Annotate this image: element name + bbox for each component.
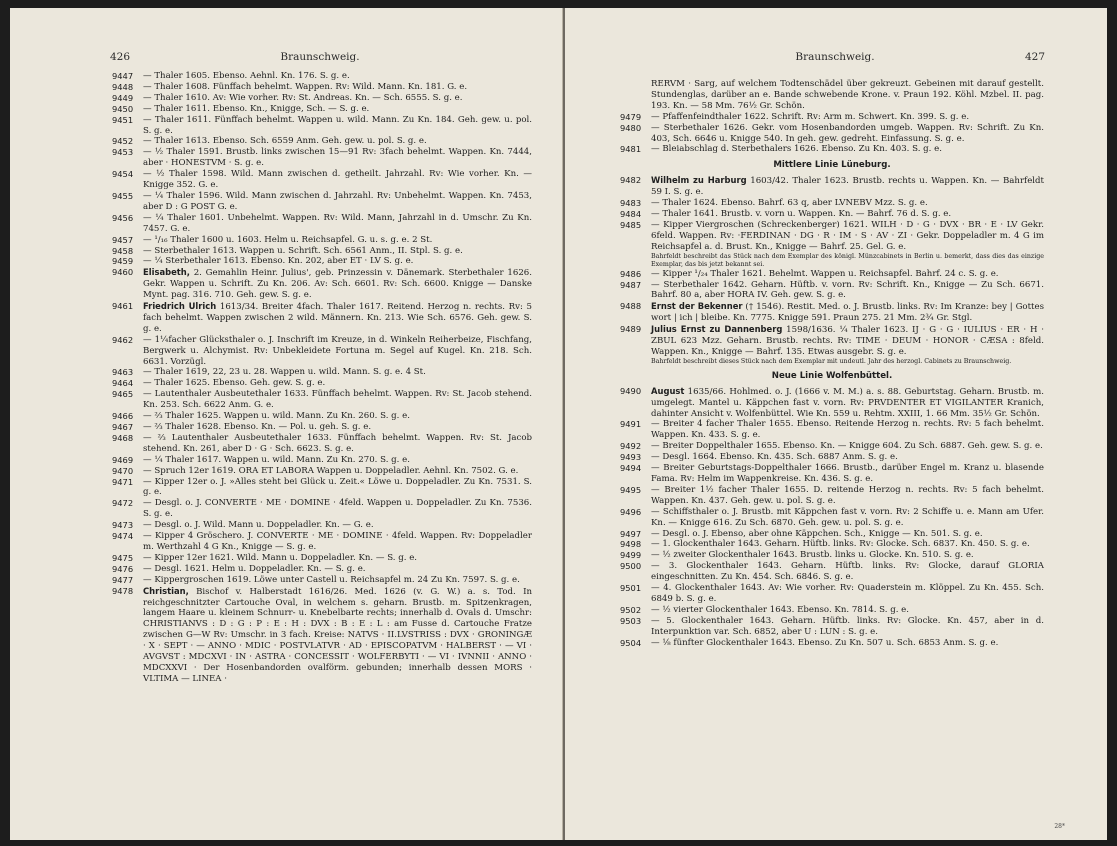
entry-description: — ¼ Sterbethaler 1613. Ebenso. Kn. 202, aber ET · LV S. g. e.	[143, 256, 414, 267]
entry-text	[651, 485, 1044, 507]
entry-number: 9462	[112, 334, 134, 345]
page-number: 426	[110, 51, 131, 63]
entry-text	[143, 575, 532, 586]
entry-number: 9483	[620, 198, 642, 209]
entry-text	[143, 466, 532, 477]
catalog-entry	[620, 123, 1044, 145]
entry-text	[143, 169, 532, 191]
entry-description: — Kippergroschen 1619. Löwe unter Castell u. Reichsapfel m. 24 Zu Kn. 7597. S. g. e.	[143, 574, 520, 585]
entry-description: — 1¼facher Glücksthaler o. J. Inschrift im Kreuze, in d. Winkeln Reiherbeize, Fischfang, Bergwerk u. Alchymist. Rv: Unbekleidete Fortuna m. Segel auf Kugel. Kn. 218. Sch. 6631. Vorzügl.	[143, 334, 532, 367]
entry-description: 1635/66. Hohlmed. o. J. (1666 v. M. M.) a. s. 88. Geburtstag. Geharn. Brustb. m. umgelegt. Mantel u. Käppchen fast v. vorn. Rv: PRVDENTER ET VIGILANTER Kranich, dahinter Ansicht v. Wolfenbüttel. Wie Kn. 559 u. Rehtm. XXIII, 1. 66 Mm. 35½ Gr. Schön.	[651, 386, 1044, 419]
section-heading: Mittlere Linie Lüneburg.	[773, 160, 891, 171]
entry-text	[143, 267, 532, 301]
entry-text	[143, 586, 532, 685]
catalog-entry	[620, 198, 1044, 209]
entry-description: — Thaler 1619, 22, 23 u. 28. Wappen u. wild. Mann. S. g. e. 4 St.	[143, 367, 426, 378]
entry-number: 9452	[112, 136, 134, 147]
entry-number: 9448	[112, 81, 134, 92]
catalog-entry	[620, 419, 1044, 441]
running-head: Braunschweig.	[280, 51, 360, 63]
catalog-entry	[620, 324, 1044, 366]
entry-number: 9464	[112, 378, 134, 389]
entry-number: 9465	[112, 389, 134, 400]
catalog-entry	[620, 175, 1044, 198]
catalog-entry	[620, 561, 1044, 583]
entry-description: — 5. Glockenthaler 1643. Geharn. Hüftb. links. Rv: Glocke. Kn. 457, aber in d. Interpunktion var. Sch. 6852, aber U : LUN : S. g. e.	[651, 615, 1044, 637]
catalog-entry	[112, 93, 532, 104]
entry-number: 9487	[620, 279, 642, 290]
entry-description: — Desgl. o. J. CONVERTE · ME · DOMINE · 4feld. Wappen u. Doppeladler. Zu Kn. 7536. S. g. e.	[143, 498, 532, 520]
catalog-entry	[620, 485, 1044, 507]
entry-text	[143, 246, 532, 257]
catalog-entry	[112, 191, 532, 213]
entry-description: 2. Gemahlin Heinr. Julius', geb. Prinzessin v. Dänemark. Sterbethaler 1626. Gekr. Wappen u. Schrift. Zu Kn. 206. Av: Sch. 6601. Rv: Sch. 6600. Knigge — Danske Mynt. pag. 316. 710. Geh. gew. S. g. e.	[143, 268, 532, 301]
entry-number: 9469	[112, 454, 134, 465]
entry-text	[143, 389, 532, 411]
catalog-entry	[620, 452, 1044, 463]
entry-description: — Thaler 1611. Fünffach behelmt. Wappen u. wild. Mann. Zu Kn. 184. Geh. gew. u. pol. S. g. e.	[143, 114, 532, 136]
entry-number: 9497	[620, 528, 642, 539]
entry-description: — Breiter 1½ facher Thaler 1655. D. reitende Herzog n. rechts. Rv: 5 fach behelmt. Wappen. Kn. 437. Geh. gew. u. pol. S. g. e.	[651, 484, 1044, 506]
entry-description: — Bleiabschlag d. Sterbethalers 1626. Ebenso. Zu Kn. 403. S. g. e.	[651, 144, 942, 155]
catalog-entry	[112, 575, 532, 586]
entry-description: — ¼ Thaler 1601. Unbehelmt. Wappen. Rv: Wild. Mann, Jahrzahl in d. Umschr. Zu Kn. 7457. G. e.	[143, 212, 532, 234]
entry-number: 9474	[112, 531, 134, 542]
catalog-entry	[112, 267, 532, 301]
entry-number: 9458	[112, 245, 134, 256]
entry-footnote: Bahrfeldt beschreibt das Stück nach dem Exemplar des königl. Münzcabinets in Berlin u. bemerkt, dass dies das einzige Exemplar, das bis jetzt bekannt sei.	[651, 252, 1044, 268]
entry-text	[143, 213, 532, 235]
entry-text	[143, 520, 532, 531]
entry-number: 9459	[112, 256, 134, 267]
entry-text	[651, 175, 1044, 198]
entry-number: 9479	[620, 111, 642, 122]
entry-description: — Thaler 1610. Av: Wie vorher. Rv: St. Andreas. Kn. — Sch. 6555. S. g. e.	[143, 92, 463, 103]
entry-text	[143, 136, 532, 147]
entry-text	[651, 507, 1044, 529]
entry-description: — Kipper Viergroschen (Schreckenberger) 1621. WILH · D · G · DVX · BR · E · LV Gekr. 6feld. Wappen. Rv: ·FERDINAN · DG · R · IM · S · AV · ZI · Gekr. Doppeladler m. 4 G im Reichsapfel a. d. Brust. Kn., Knigge — Bahrf. 25. Gel. G. e.	[651, 219, 1044, 252]
entry-description: — ½ zweiter Glockenthaler 1643. Brustb. links u. Glocke. Kn. 510. S. g. e.	[651, 550, 974, 561]
entry-number: 9455	[112, 190, 134, 201]
catalog-entry	[112, 104, 532, 115]
ruler-name: Christian,	[143, 585, 189, 596]
entry-group	[620, 386, 1044, 649]
right-entry-list	[620, 79, 1044, 649]
entry-text	[651, 386, 1044, 420]
catalog-entry	[112, 378, 532, 389]
entry-text	[651, 583, 1044, 605]
catalog-entry	[112, 335, 532, 368]
catalog-entry	[112, 71, 532, 82]
entry-text	[143, 235, 532, 246]
book-spread	[10, 8, 1107, 840]
catalog-entry	[112, 82, 532, 93]
page-number: 427	[1024, 51, 1045, 63]
catalog-entry	[620, 112, 1044, 123]
catalog-entry	[620, 583, 1044, 605]
entry-description: — Thaler 1608. Fünffach behelmt. Wappen. Rv: Wild. Mann. Kn. 181. G. e.	[143, 81, 468, 92]
catalog-entry	[112, 553, 532, 564]
entry-description: — ⅛ fünfter Glockenthaler 1643. Ebenso. Zu Kn. 507 u. Sch. 6853 Anm. S. g. e.	[651, 637, 999, 648]
entry-number: 9485	[620, 219, 642, 230]
entry-description: — Lautenthaler Ausbeutethaler 1633. Fünffach behelmt. Wappen. Rv: St. Jacob stehend. Kn. 253. Sch. 6622 Anm. G. e.	[143, 389, 532, 411]
entry-description: — Desgl. 1664. Ebenso. Kn. 435. Sch. 6887 Anm. S. g. e.	[651, 452, 898, 463]
entry-number: 9494	[620, 463, 642, 474]
entry-group	[620, 112, 1044, 156]
entry-text	[651, 209, 1044, 220]
catalog-entry	[620, 386, 1044, 420]
ruler-name: August	[651, 385, 685, 396]
catalog-entry	[620, 441, 1044, 452]
catalog-entry	[112, 466, 532, 477]
entry-description: — Thaler 1605. Ebenso. Aehnl. Kn. 176. S. g. e.	[143, 71, 350, 81]
entry-number: 9501	[620, 583, 642, 594]
catalog-entry	[112, 367, 532, 378]
entry-number: 9457	[112, 234, 134, 245]
entry-text	[143, 301, 532, 335]
entry-number: 9490	[620, 385, 642, 396]
entry-text	[143, 367, 532, 378]
catalog-entry	[112, 531, 532, 553]
entry-description: — ½ Thaler 1598. Wild. Mann zwischen d. getheilt. Jahrzahl. Rv: Wie vorher. Kn. — Knigge 352. G. e.	[143, 169, 532, 191]
entry-description: — ½ Thaler 1591. Brustb. links zwischen 15—91 Rv: 3fach behelmt. Wappen. Kn. 7444, aber · HONESTVM · S. g. e.	[143, 147, 532, 169]
entry-text	[651, 638, 1044, 649]
entry-number: 9456	[112, 212, 134, 223]
entry-description: — 3. Glockenthaler 1643. Geharn. Hüftb. links. Rv: Glocke, darauf GLORIA eingeschnitten. Zu Kn. 454. Sch. 6846. S. g. e.	[651, 561, 1044, 583]
entry-text	[651, 324, 1044, 366]
entry-description: — Kipper 4 Gröschero. J. CONVERTE · ME · DOMINE · 4feld. Wappen. Rv: Doppeladler m. Werthzahl 4 G Kn., Knigge — S. g. e.	[143, 531, 532, 552]
catalog-entry	[620, 144, 1044, 155]
entry-description: — Kipper 12er 1621. Wild. Mann u. Doppeladler. Kn. — S. g. e.	[143, 552, 418, 563]
entry-number: 9463	[112, 367, 134, 378]
catalog-entry	[620, 539, 1044, 550]
entry-description: — Thaler 1611. Ebenso. Kn., Knigge, Sch. — S. g. e.	[143, 103, 370, 114]
entry-number: 9466	[112, 411, 134, 422]
catalog-entry	[112, 246, 532, 257]
entry-number: 9454	[112, 169, 134, 180]
entry-footnote: Bahrfeldt beschreibt dieses Stück nach dem Exemplar mit undeutl. Jahr des herzogl. Cabinets zu Braunschweig.	[651, 357, 1012, 365]
entry-text	[651, 269, 1044, 280]
entry-number: 9477	[112, 574, 134, 585]
catalog-entry	[620, 638, 1044, 649]
entry-description: — Sterbethaler 1642. Geharn. Hüftb. v. vorn. Rv: Schrift. Kn., Knigge — Zu Sch. 6671. Bahrf. 80 a, aber HORA IV. Geh. gew. S. g. e.	[651, 279, 1044, 301]
entry-description: — Desgl. 1621. Helm u. Doppeladler. Kn. — S. g. e.	[143, 563, 366, 574]
catalog-entry	[620, 605, 1044, 616]
entry-description: — ¼ Thaler 1596. Wild. Mann zwischen d. Jahrzahl. Rv: Unbehelmt. Wappen. Kn. 7453, aber D : G POST G. e.	[143, 190, 532, 212]
entry-number: 9468	[112, 432, 134, 443]
entry-text	[651, 198, 1044, 209]
entry-number: 9496	[620, 506, 642, 517]
entry-number: 9476	[112, 563, 134, 574]
entry-text	[143, 335, 532, 368]
entry-text	[143, 411, 532, 422]
catalog-entry	[620, 550, 1044, 561]
entry-number: 9484	[620, 208, 642, 219]
entry-description: — Desgl. o. J. Wild. Mann u. Doppeladler. Kn. — G. e.	[143, 520, 374, 531]
catalog-entry	[620, 209, 1044, 220]
entry-text	[651, 419, 1044, 441]
entry-text	[143, 104, 532, 115]
catalog-entry	[620, 507, 1044, 529]
entry-description: 1603/42. Thaler 1623. Brustb. rechts u. Wappen. Kn. — Bahrfeldt 59 I. S. g. e.	[651, 176, 1045, 198]
entry-text	[651, 463, 1044, 485]
entry-text	[651, 123, 1044, 145]
entry-description: — Spruch 12er 1619. ORA ET LABORA Wappen u. Doppeladler. Aehnl. Kn. 7502. G. e.	[143, 465, 519, 476]
entry-text	[651, 280, 1044, 302]
entry-number: 9499	[620, 550, 642, 561]
entry-description: — Sterbethaler 1613. Wappen u. Schrift. Sch. 6561 Anm., II. Stpl. S. g. e.	[143, 245, 463, 256]
catalog-entry	[620, 301, 1044, 324]
entry-text	[143, 378, 532, 389]
entry-description: — Breiter Geburtstags-Doppelthaler 1666. Brustb., darüber Engel m. Kranz u. blasende Fama. Rv: Helm im Wappenkreise. Kn. 436. S. g. e.	[651, 463, 1044, 484]
ruler-name: Elisabeth,	[143, 267, 190, 278]
ruler-name: Friedrich Ulrich	[143, 301, 217, 312]
entry-text	[143, 82, 532, 93]
entry-description: — Kipper 12er o. J. »Alles steht bei Glück u. Zeit.« Löwe u. Doppeladler. Zu Kn. 7531. S. g. e.	[143, 476, 532, 498]
catalog-entry	[112, 235, 532, 246]
entry-text	[651, 605, 1044, 616]
entry-text	[143, 256, 532, 267]
catalog-entry	[112, 455, 532, 466]
ruler-name: Julius Ernst zu Dannenberg	[651, 324, 783, 335]
catalog-entry	[112, 564, 532, 575]
entry-group	[620, 175, 1044, 366]
entry-text	[651, 144, 1044, 155]
entry-description: 1598/1636. ¼ Thaler 1623. IJ · G · G · IULIUS · ER · H · ZBUL 623 Mzz. Geharn. Brustb. rechts. Rv: TIME · DEUM · HONOR · CÆSA : 8feld. Wappen. Kn., Knigge — Bahrf. 135. Etwas ausgebr. S. g. e.	[651, 325, 1044, 357]
entry-number: 9449	[112, 92, 134, 103]
entry-text	[143, 498, 532, 520]
entry-description: — 1. Glockenthaler 1643. Geharn. Hüftb. links. Rv: Glocke. Sch. 6837. Kn. 450. S. g. e.	[651, 539, 1030, 550]
catalog-entry	[112, 520, 532, 531]
entry-text	[651, 561, 1044, 583]
entry-text	[651, 539, 1044, 550]
catalog-entry	[112, 256, 532, 267]
entry-description: — Schiffsthaler o. J. Brustb. mit Käppchen fast v. vorn. Rv: 2 Schiffe u. e. Mann am Ufer. Kn. — Knigge 616. Zu Sch. 6870. Geh. gew. u. pol. S. g. e.	[651, 506, 1044, 528]
entry-description: — 4. Glockenthaler 1643. Av: Wie vorher. Rv: Quaderstein m. Klöppel. Zu Kn. 455. Sch. 6849 b. S. g. e.	[651, 583, 1044, 604]
entry-number: 9495	[620, 484, 642, 495]
catalog-entry	[620, 463, 1044, 485]
entry-description: — Sterbethaler 1626. Gekr. vom Hosenbandorden umgeb. Wappen. Rv: Schrift. Zu Kn. 403, Sch. 6646 u. Knigge 540. In geh. gew. gedreht. Einfassung. S. g. e.	[651, 122, 1044, 144]
entry-text	[651, 220, 1044, 269]
entry-text	[651, 441, 1044, 452]
entry-number: 9472	[112, 498, 134, 509]
entry-text	[651, 529, 1044, 540]
catalog-entry	[112, 498, 532, 520]
ruler-name: Ernst der Bekenner	[651, 301, 743, 312]
entry-description: 1613/34. Breiter 4fach. Thaler 1617. Reitend. Herzog n. rechts. Rv: 5 fach behelmt. Wappen zwischen 2 wild. Männern. Kn. 213. Wie Sch. 6576. Geh. gew. S. g. e.	[143, 302, 532, 334]
catalog-entry	[112, 411, 532, 422]
entry-text	[143, 422, 532, 433]
entry-text	[651, 452, 1044, 463]
catalog-entry	[620, 280, 1044, 302]
entry-number: 9489	[620, 324, 642, 335]
entry-number: 9451	[112, 114, 134, 125]
running-head: Braunschweig.	[795, 51, 875, 63]
entry-text	[143, 553, 532, 564]
signature-mark: 28*	[1054, 823, 1065, 830]
catalog-entry	[620, 269, 1044, 280]
catalog-entry	[112, 477, 532, 499]
entry-description: — ¼ Thaler 1617. Wappen u. wild. Mann. Zu Kn. 270. S. g. e.	[143, 454, 410, 465]
entry-text	[143, 455, 532, 466]
entry-number: 9480	[620, 122, 642, 133]
entry-text	[143, 531, 532, 553]
entry-text	[143, 433, 532, 455]
entry-number: 9492	[620, 441, 642, 452]
entry-number: 9450	[112, 103, 134, 114]
entry-number: 9486	[620, 268, 642, 279]
catalog-entry	[112, 213, 532, 235]
entry-number: 9502	[620, 604, 642, 615]
entry-text	[651, 112, 1044, 123]
entry-number: 9473	[112, 520, 134, 531]
entry-number: 9475	[112, 552, 134, 563]
entry-description: — Thaler 1613. Ebenso. Sch. 6559 Anm. Geh. gew. u. pol. S. g. e.	[143, 136, 427, 147]
entry-description: — ½ vierter Glockenthaler 1643. Ebenso. Kn. 7814. S. g. e.	[651, 604, 909, 615]
entry-text	[143, 564, 532, 575]
catalog-entry	[620, 616, 1044, 638]
entry-number: 9500	[620, 561, 642, 572]
entry-description: († 1546). Restit. Med. o. J. Brustb. links. Rv: Im Kranze: bey | Gottes wort | ich | bleibe. Kn. 7775. Knigge 591. Praun 275. 21 Mm. 2¾ Gr. Stgl.	[651, 302, 1045, 324]
entry-number: 9488	[620, 301, 642, 312]
left-page	[10, 8, 563, 840]
entry-number: 9478	[112, 585, 134, 596]
right-page	[565, 8, 1107, 840]
entry-number: 9453	[112, 147, 134, 158]
entry-description: — ⅔ Lautenthaler Ausbeutethaler 1633. Fünffach behelmt. Wappen. Rv: St. Jacob stehend. Kn. 261, aber D · G · Sch. 6623. S. g. e.	[143, 432, 532, 454]
entry-text	[651, 616, 1044, 638]
entry-description: — Desgl. o. J. Ebenso, aber ohne Käppchen. Sch., Knigge — Kn. 501. S. g. e.	[651, 528, 983, 539]
entry-number: 9461	[112, 301, 134, 312]
left-entry-list	[112, 71, 532, 685]
entry-number: 9471	[112, 476, 134, 487]
entry-text	[143, 71, 532, 82]
catalog-entry	[112, 586, 532, 685]
entry-description: — Kipper ¹/₂₄ Thaler 1621. Behelmt. Wappen u. Reichsapfel. Bahrf. 24 c. S. g. e.	[651, 268, 999, 279]
entry-text	[651, 550, 1044, 561]
catalog-entry	[112, 389, 532, 411]
entry-number: 9460	[112, 267, 134, 278]
entry-description: Bischof v. Halberstadt 1616/26. Med. 1626 (v. G. W.) a. s. Tod. In reichgeschnitzter Cartouche Oval, in welchem s. geharn. Brustb. m. Spitzenkragen, langem Haare u. kleinem Schnurr- u. Knebelbarte rechts; innerhalb d. Ovals d. Umschr: CHRISTIANVS : D : G : P : E : H : DVX : B : E : L : am Fusse d. Cartouche Fratze zwischen G—W Rv: Umschr. in 3 fach. Kreise: NATVS · II.LVSTRISS : DVX · GRONINGÆ · X · SEPT · — ANNO · MDIC · POSTVLATVR · AD · EPISCOPATVM · HALBERST · — VI · AVGVST : MDCXVI · IN · ASTRA · CONCESSIT · WOLFERBYTI · — VI · IVNNII · ANNO · MDCXXVI · Der Hosenbandorden ovalförm. gebunden; innerhalb dessen MORS · VLTIMA — LINEA ·	[143, 586, 532, 684]
continuation-text: RERVM · Sarg, auf welchem Todtenschädel über gekreuzt. Gebeinen mit darauf gestellt. Stundenglas, darüber an e. Bande schwebende Krone. v. Praun 192. Köhl. Mzbel. II. pag. 193. Kn. — 58 Mm. 76½ Gr. Schön.	[651, 79, 1044, 111]
catalog-entry	[112, 136, 532, 147]
entry-number: 9491	[620, 419, 642, 430]
entry-number: 9470	[112, 465, 134, 476]
catalog-entry	[112, 433, 532, 455]
entry-text	[143, 147, 532, 169]
entry-text	[651, 301, 1044, 324]
section-heading: Neue Linie Wolfenbüttel.	[771, 370, 893, 381]
entry-number: 9481	[620, 144, 642, 155]
catalog-entry	[620, 529, 1044, 540]
catalog-entry	[112, 169, 532, 191]
entry-number: 9504	[620, 637, 642, 648]
entry-number: 9467	[112, 422, 134, 432]
entry-text	[143, 93, 532, 104]
entry-text	[143, 115, 532, 137]
entry-description: — Thaler 1625. Ebenso. Geh. gew. S. g. e.	[143, 378, 326, 389]
entry-description: — ⅔ Thaler 1628. Ebenso. Kn. — Pol. u. geh. S. g. e.	[143, 422, 372, 432]
catalog-entry	[112, 147, 532, 169]
catalog-entry	[620, 220, 1044, 269]
entry-description: — Thaler 1624. Ebenso. Bahrf. 63 q, aber LVNEBV Mzz. S. g. e.	[651, 198, 928, 209]
entry-text	[143, 477, 532, 499]
entry-description: — Thaler 1641. Brustb. v. vorn u. Wappen. Kn. — Bahrf. 76 d. S. g. e.	[651, 208, 952, 219]
entry-number: 9498	[620, 539, 642, 550]
entry-description: — ¹/₁₆ Thaler 1600 u. 1603. Helm u. Reichsapfel. G. u. s. g. e. 2 St.	[143, 234, 433, 245]
ruler-name: Wilhelm zu Harburg	[651, 175, 747, 186]
entry-text	[143, 191, 532, 213]
entry-description: — Breiter Doppelthaler 1655. Ebenso. Kn. — Knigge 604. Zu Sch. 6887. Geh. gew. S. g. e.	[651, 441, 1043, 452]
entry-number: 9493	[620, 452, 642, 463]
catalog-entry	[112, 422, 532, 433]
catalog-entry	[112, 301, 532, 335]
entry-number: 9482	[620, 175, 642, 186]
entry-number: 9447	[112, 71, 134, 81]
entry-description: — Breiter 4 facher Thaler 1655. Ebenso. Reitende Herzog n. rechts. Rv: 5 fach behelmt. Wappen. Kn. 433. S. g. e.	[651, 419, 1044, 441]
entry-description: — Pfaffenfeindthaler 1622. Schrift. Rv: Arm m. Schwert. Kn. 399. S. g. e.	[651, 111, 970, 122]
entry-number: 9503	[620, 615, 642, 626]
entry-description: — ⅔ Thaler 1625. Wappen u. wild. Mann. Zu Kn. 260. S. g. e.	[143, 411, 410, 422]
catalog-entry	[112, 115, 532, 137]
